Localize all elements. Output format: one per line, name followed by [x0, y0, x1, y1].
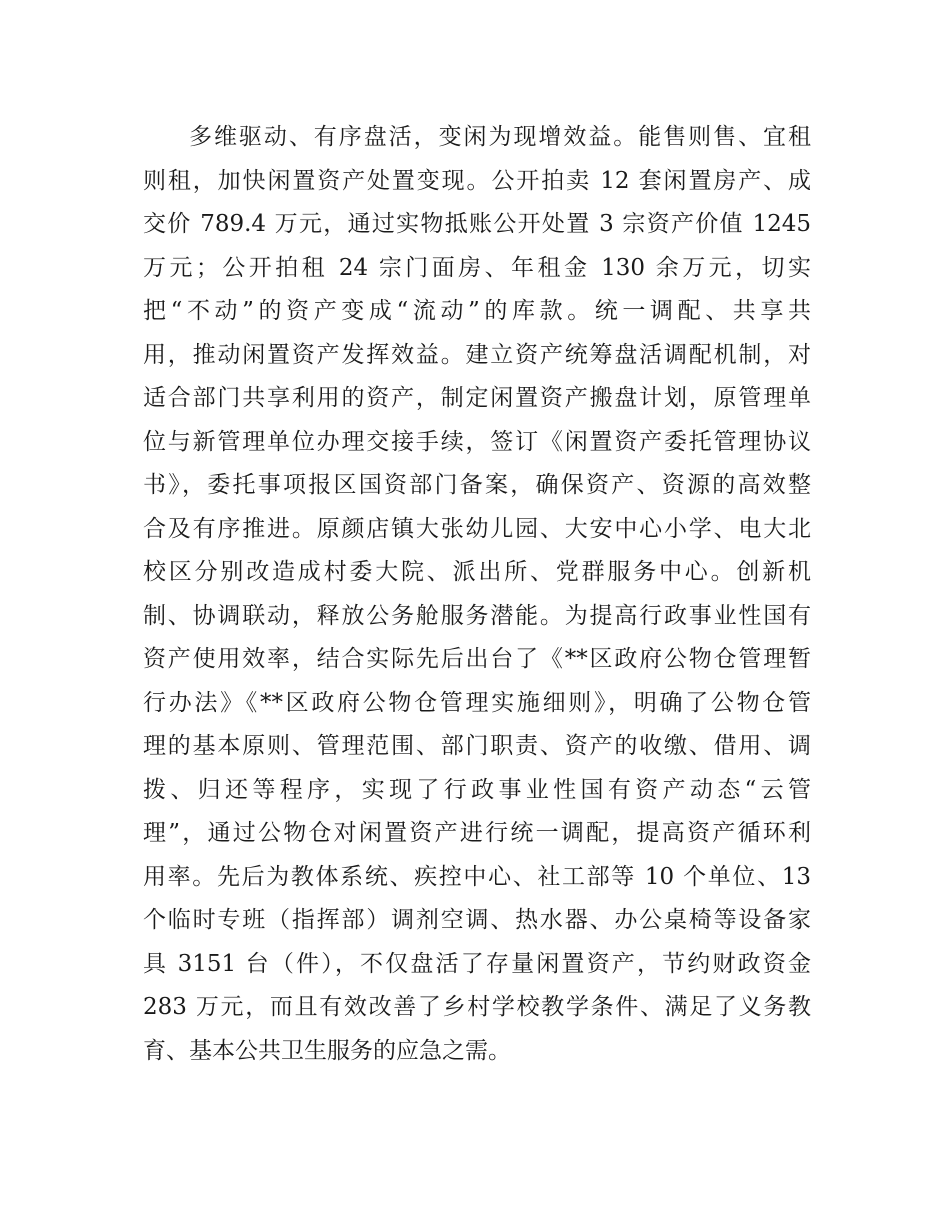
paragraph-line: 交价 789.4 万元，通过实物抵账公开处置 3 宗资产价值 1245 — [143, 211, 811, 237]
paragraph-line: 个临时专班（指挥部）调剂空调、热水器、办公桌椅等设备家 — [143, 907, 811, 933]
paragraph-line: 多维驱动、有序盘活，变闲为现增效益。能售则售、宜租 — [189, 124, 811, 150]
paragraph-line: 制、协调联动，释放公务舱服务潜能。为提高行政事业性国有 — [143, 602, 811, 629]
body-paragraph — [143, 116, 811, 1073]
paragraph-line: 理的基本原则、管理范围、部门职责、资产的收缴、借用、调 — [143, 733, 811, 759]
paragraph-line: 育、基本公共卫生服务的应急之需。 — [143, 1037, 511, 1064]
paragraph-line: 理”，通过公物仓对闲置资产进行统一调配，提高资产循环利 — [143, 820, 811, 846]
paragraph-line: 书》，委托事项报区国资部门备案，确保资产、资源的高效整 — [143, 472, 811, 498]
paragraph-line: 则租，加快闲置资产处置变现。公开拍卖 12 套闲置房产、成 — [143, 167, 811, 194]
paragraph-line: 具 3151 台（件），不仅盘活了存量闲置资产，节约财政资金 — [143, 950, 811, 977]
paragraph-line: 用，推动闲置资产发挥效益。建立资产统筹盘活调配机制，对 — [143, 341, 811, 368]
paragraph-line: 校区分别改造成村委大院、派出所、党群服务中心。创新机 — [143, 559, 811, 585]
paragraph-line: 适合部门共享利用的资产，制定闲置资产搬盘计划，原管理单 — [143, 385, 811, 411]
paragraph-line: 万元；公开拍租 24 宗门面房、年租金 130 余万元，切实 — [143, 254, 811, 281]
paragraph-line: 283 万元，而且有效改善了乡村学校教学条件、满足了义务教 — [143, 994, 811, 1020]
paragraph-line: 行办法》《**区政府公物仓管理实施细则》，明确了公物仓管 — [143, 689, 811, 716]
paragraph-line: 用率。先后为教体系统、疾控中心、社工部等 10 个单位、13 — [143, 863, 811, 890]
paragraph-line: 资产使用效率，结合实际先后出台了《**区政府公物仓管理暂 — [143, 646, 811, 672]
paragraph-line: 把“不动”的资产变成“流动”的库款。统一调配、共享共 — [143, 298, 811, 324]
paragraph-line: 合及有序推进。原颜店镇大张幼儿园、大安中心小学、电大北 — [143, 515, 811, 542]
paragraph-line: 拨、归还等程序，实现了行政事业性国有资产动态“云管 — [143, 776, 811, 803]
paragraph-line: 位与新管理单位办理交接手续，签订《闲置资产委托管理协议 — [143, 428, 811, 455]
